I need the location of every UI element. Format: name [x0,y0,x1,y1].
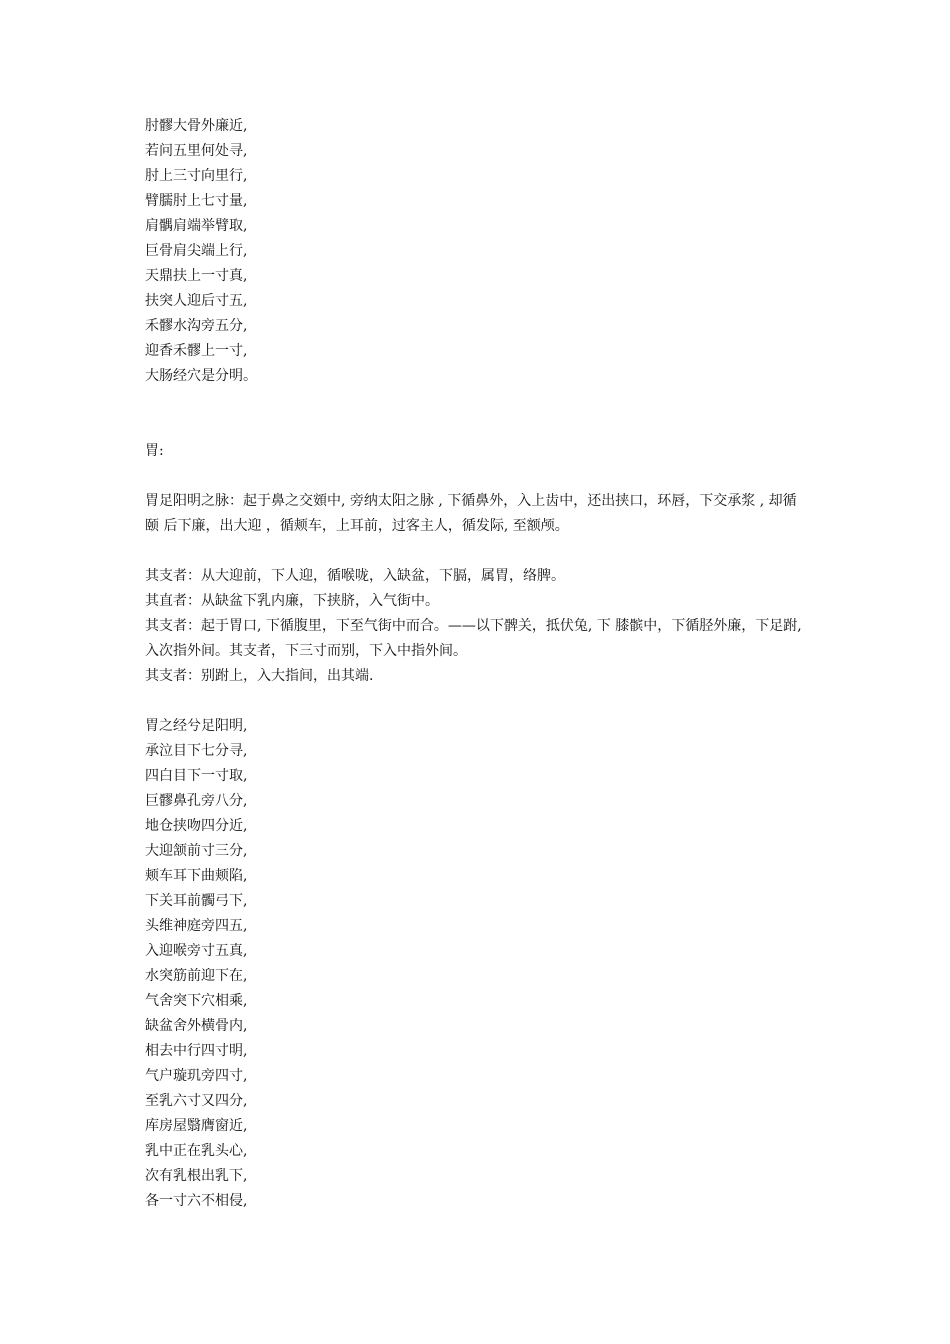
verse-line: 各一寸六不相侵, [145,1193,248,1209]
verse-line: 次有乳根出乳下, [145,1168,248,1184]
verse-line: 水突筋前迎下在, [145,968,248,984]
spacer [145,389,810,439]
verse-line: 气舍突下穴相乘, [145,993,248,1009]
branch-line: 其直者：从缺盆下乳内廉，下挟脐，入气街中。 [145,593,439,609]
spacer [145,464,810,489]
verse-line: 肩髃肩端举臂取, [145,218,248,234]
verse-line: 肘髎大骨外廉近, [145,118,248,134]
verse-line: 天鼎扶上一寸真, [145,268,248,284]
verse-line: 扶突人迎后寸五, [145,293,248,309]
verse-line: 气户璇玑旁四寸, [145,1068,248,1084]
verse-line: 至乳六寸又四分, [145,1093,248,1109]
verse-line: 肘上三寸向里行, [145,168,248,184]
verse-line: 胃之经兮足阳明, [145,718,248,734]
verse-bottom [145,714,810,1214]
branch-line: 其支者：起于胃口, 下循腹里，下至气街中而合。——以下髀关，抵伏兔, 下 膝髌中，下循胫外廉，下足跗, 入次指外间。其支者，下三寸而别，下入中指外间。 [145,618,802,659]
verse-line: 巨髎鼻孔旁八分, [145,793,248,809]
verse-line: 臂臑肘上七寸量, [145,193,248,209]
verse-line: 入迎喉旁寸五真, [145,943,248,959]
verse-line: 巨骨肩尖端上行, [145,243,248,259]
branch-line: 其支者：从大迎前，下人迎，循喉咙，入缺盆，下膈，属胃，络脾。 [145,568,565,584]
verse-line: 相去中行四寸明, [145,1043,248,1059]
verse-line: 头维神庭旁四五, [145,918,248,934]
branches [145,564,810,689]
verse-line: 缺盆舍外横骨内, [145,1018,248,1034]
verse-line: 禾髎水沟旁五分, [145,318,248,334]
verse-line: 若问五里何处寻, [145,143,248,159]
verse-line: 颊车耳下曲颊陷, [145,868,248,884]
verse-top [145,114,810,389]
verse-line: 地仓挟吻四分近, [145,818,248,834]
verse-line: 大迎颔前寸三分, [145,843,248,859]
spacer [145,539,810,564]
spacer [145,689,810,714]
verse-line: 下关耳前髑弓下, [145,893,248,909]
verse-line: 迎香禾髎上一寸, [145,343,248,359]
verse-line: 承泣目下七分寻, [145,743,248,759]
document-page [145,114,810,1214]
branch-line: 其支者：别跗上，入大指间，出其端. [145,668,374,684]
section-title: 胃: [145,443,164,459]
verse-line: 乳中正在乳头心, [145,1143,248,1159]
verse-line: 库房屋翳膺窗近, [145,1118,248,1134]
verse-line: 四白目下一寸取, [145,768,248,784]
verse-line: 大肠经穴是分明。 [145,368,257,384]
intro-paragraph: 胃足阳明之脉：起于鼻之交頞中, 旁纳太阳之脉 , 下循鼻外，入上齿中，还出挟口，环唇，下交承浆 , 却循颐 后下廉，出大迎 ，循颊车，上耳前，过客主人，循发际, 至额颅。 [145,493,797,534]
